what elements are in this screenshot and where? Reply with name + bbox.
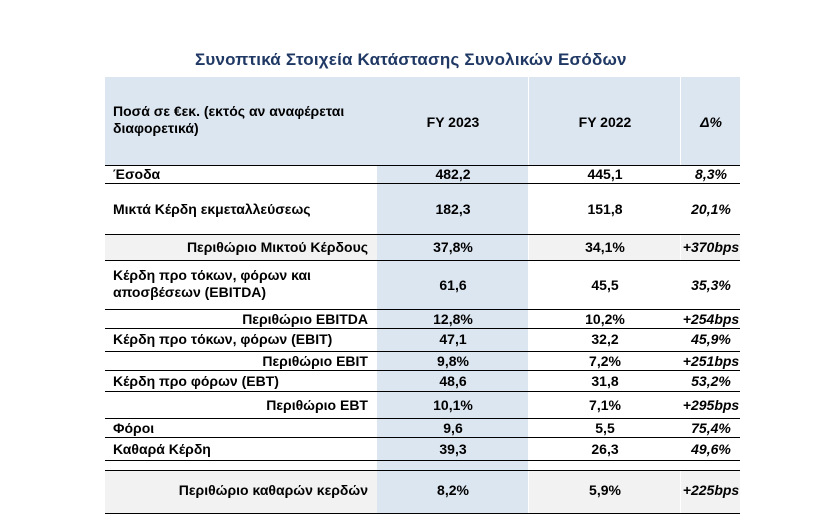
row-fy2022: 10,2% bbox=[585, 310, 625, 327]
rule-10 bbox=[105, 437, 740, 438]
rule-1 bbox=[105, 183, 740, 184]
row-label: Έσοδα bbox=[113, 166, 161, 182]
row-fy2023: 182,3 bbox=[435, 200, 471, 217]
row-label: Καθαρά Κέρδη bbox=[113, 440, 211, 457]
row-fy2023: 10,1% bbox=[433, 396, 473, 413]
row-label: Κέρδη προ τόκων, φόρων και αποσβέσεων (EBITDA) bbox=[113, 267, 311, 300]
row-fy2023: 37,8% bbox=[433, 238, 473, 255]
header-fy2022: FY 2022 bbox=[578, 113, 632, 130]
row-delta: 35,3% bbox=[691, 276, 731, 293]
row-label: Περιθώριο καθαρών κερδών bbox=[178, 481, 368, 498]
row-fy2022: 5,5 bbox=[595, 419, 615, 436]
row-fy2023: 12,8% bbox=[433, 310, 473, 327]
row-label: Μικτά Κέρδη εκμεταλλεύσεως bbox=[113, 200, 311, 217]
col-sep-2 bbox=[680, 77, 681, 513]
row-delta: +295bps bbox=[682, 396, 740, 413]
row-fy2023: 8,2% bbox=[437, 481, 469, 498]
row-fy2022: 7,1% bbox=[589, 396, 621, 413]
row-fy2022: 31,8 bbox=[591, 372, 619, 389]
row-label: Περιθώριο Μικτού Κέρδους bbox=[186, 238, 368, 255]
rule-7 bbox=[105, 370, 740, 371]
row-fy2022: 34,1% bbox=[585, 238, 625, 255]
header-delta: Δ% bbox=[700, 113, 722, 130]
row-fy2023: 9,6 bbox=[443, 419, 463, 436]
row-delta: 75,4% bbox=[691, 419, 731, 436]
row-fy2022: 7,2% bbox=[589, 352, 621, 369]
rule-5 bbox=[105, 328, 740, 329]
rule-2 bbox=[105, 234, 740, 235]
row-fy2022: 26,3 bbox=[591, 440, 619, 457]
rule-8 bbox=[105, 391, 740, 392]
row-fy2023: 48,6 bbox=[439, 372, 467, 389]
row-delta: 53,2% bbox=[691, 372, 731, 389]
row-delta: +370bps bbox=[682, 238, 740, 255]
row-label: Περιθώριο EBT bbox=[266, 396, 368, 413]
row-fy2022: 5,9% bbox=[589, 481, 621, 498]
row-fy2022: 32,2 bbox=[591, 331, 619, 347]
rule-12 bbox=[105, 470, 740, 471]
row-fy2023: 39,3 bbox=[439, 440, 467, 457]
row-fy2022: 151,8 bbox=[587, 200, 623, 217]
row-label: Περιθώριο EBITDA bbox=[242, 310, 368, 327]
row-delta: 49,6% bbox=[691, 440, 731, 457]
rule-3 bbox=[105, 260, 740, 261]
row-fy2023: 61,6 bbox=[439, 276, 467, 293]
row-label: Κέρδη προ τόκων, φόρων (EBIT) bbox=[113, 331, 333, 347]
row-fy2023: 9,8% bbox=[437, 352, 469, 369]
rule-bottom bbox=[105, 513, 740, 514]
row-fy2023: 47,1 bbox=[439, 331, 467, 347]
row-delta: 20,1% bbox=[691, 200, 731, 217]
row-fy2023: 482,2 bbox=[435, 166, 471, 182]
table-title: Συνοπτικά Στοιχεία Κατάστασης Συνολικών Εσόδων bbox=[195, 50, 627, 69]
header-fy2023: FY 2023 bbox=[426, 113, 480, 130]
header-label: Ποσά σε €εκ. (εκτός αν αναφέρεται διαφορετικά) bbox=[113, 103, 345, 136]
col-sep-1 bbox=[528, 77, 529, 513]
row-label: Φόροι bbox=[113, 419, 155, 436]
row-label: Περιθώριο EBIT bbox=[262, 352, 368, 369]
row-delta: +254bps bbox=[682, 310, 740, 327]
row-fy2022: 45,5 bbox=[591, 276, 619, 293]
row-fy2022: 445,1 bbox=[587, 166, 623, 182]
row-delta: +225bps bbox=[682, 481, 740, 498]
rule-11 bbox=[105, 460, 740, 461]
row-delta: +251bps bbox=[682, 352, 740, 369]
row-delta: 8,3% bbox=[695, 166, 727, 182]
row-delta: 45,9% bbox=[691, 331, 731, 347]
row-label: Κέρδη προ φόρων (EBT) bbox=[113, 372, 279, 389]
